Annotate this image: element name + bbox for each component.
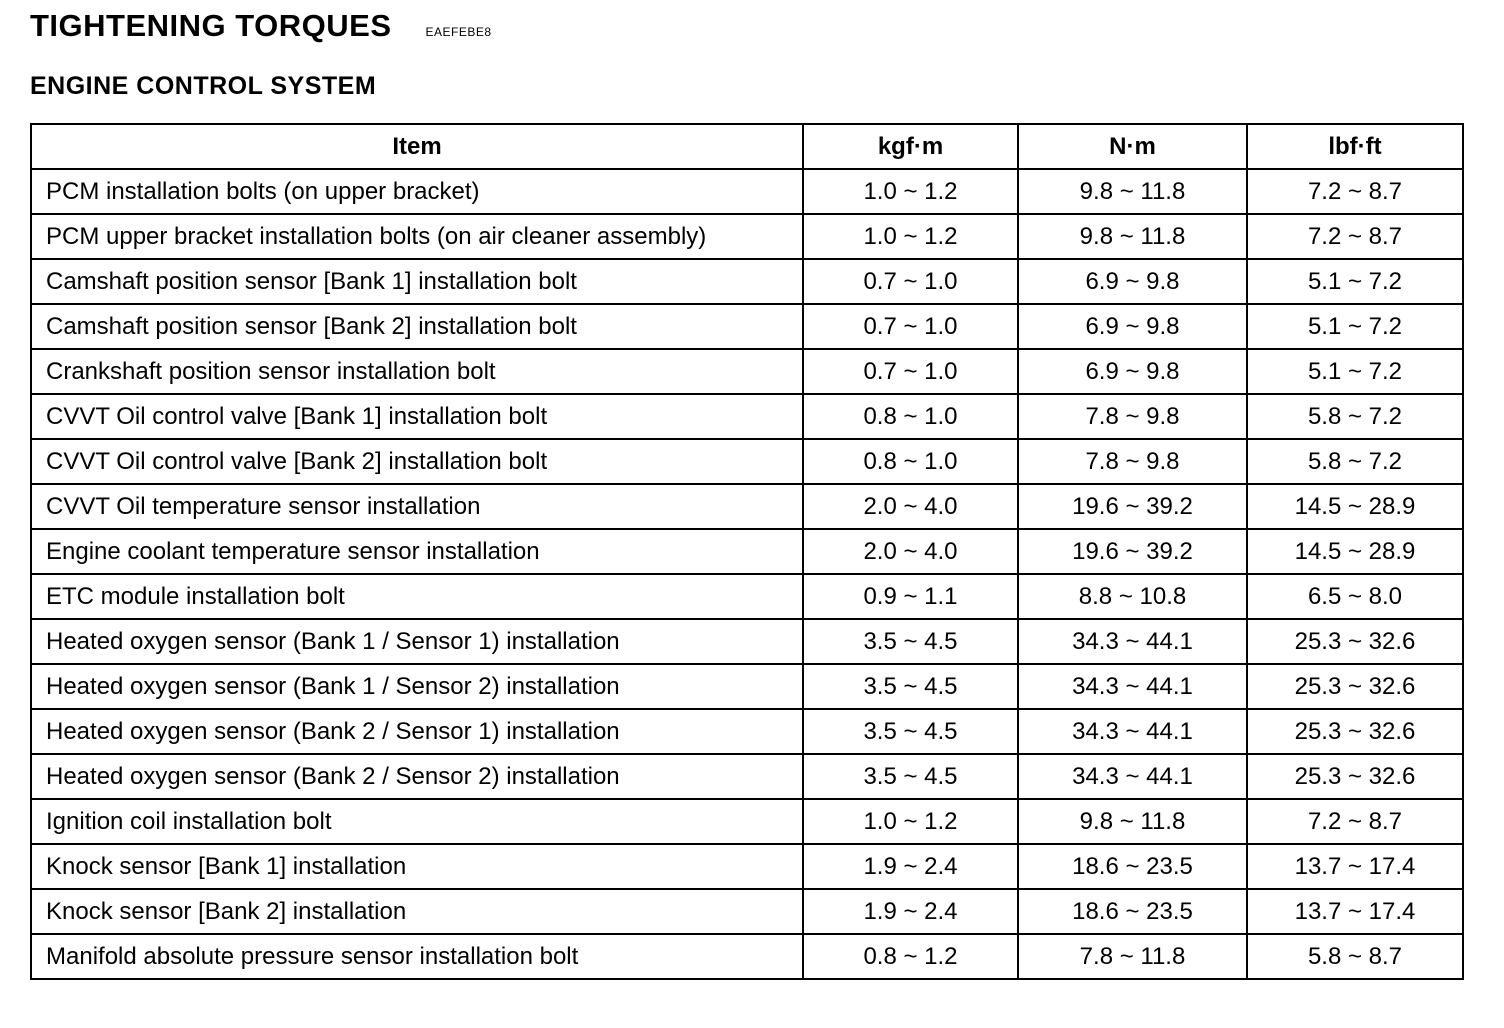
item-cell: Manifold absolute pressure sensor installation bolt xyxy=(31,934,803,979)
lbf-ft-cell: 13.7 ~ 17.4 xyxy=(1247,889,1463,934)
table-row xyxy=(31,349,1463,394)
lbf-ft-cell: 25.3 ~ 32.6 xyxy=(1247,754,1463,799)
n-m-cell: 34.3 ~ 44.1 xyxy=(1018,619,1247,664)
lbf-ft-cell: 5.8 ~ 8.7 xyxy=(1247,934,1463,979)
header-kgf-m: kgf·m xyxy=(803,124,1018,169)
lbf-ft-cell: 5.8 ~ 7.2 xyxy=(1247,439,1463,484)
table-row xyxy=(31,754,1463,799)
lbf-ft-cell: 25.3 ~ 32.6 xyxy=(1247,664,1463,709)
lbf-ft-cell: 5.1 ~ 7.2 xyxy=(1247,349,1463,394)
item-cell: Camshaft position sensor [Bank 2] installation bolt xyxy=(31,304,803,349)
table-row xyxy=(31,394,1463,439)
kgf-m-cell: 1.9 ~ 2.4 xyxy=(803,889,1018,934)
table-row xyxy=(31,259,1463,304)
table-row xyxy=(31,799,1463,844)
header-n-m: N·m xyxy=(1018,124,1247,169)
n-m-cell: 34.3 ~ 44.1 xyxy=(1018,709,1247,754)
document-code: EAEFEBE8 xyxy=(425,25,492,39)
kgf-m-cell: 1.0 ~ 1.2 xyxy=(803,214,1018,259)
table-row xyxy=(31,844,1463,889)
table-row xyxy=(31,574,1463,619)
kgf-m-cell: 0.8 ~ 1.0 xyxy=(803,439,1018,484)
kgf-m-cell: 0.7 ~ 1.0 xyxy=(803,259,1018,304)
lbf-ft-cell: 14.5 ~ 28.9 xyxy=(1247,529,1463,574)
lbf-ft-cell: 5.8 ~ 7.2 xyxy=(1247,394,1463,439)
n-m-cell: 18.6 ~ 23.5 xyxy=(1018,889,1247,934)
n-m-cell: 34.3 ~ 44.1 xyxy=(1018,664,1247,709)
table-row xyxy=(31,169,1463,214)
kgf-m-cell: 1.0 ~ 1.2 xyxy=(803,799,1018,844)
item-cell: Ignition coil installation bolt xyxy=(31,799,803,844)
lbf-ft-cell: 25.3 ~ 32.6 xyxy=(1247,709,1463,754)
item-cell: CVVT Oil control valve [Bank 2] installation bolt xyxy=(31,439,803,484)
kgf-m-cell: 0.8 ~ 1.2 xyxy=(803,934,1018,979)
item-cell: Heated oxygen sensor (Bank 1 / Sensor 1) installation xyxy=(31,619,803,664)
kgf-m-cell: 2.0 ~ 4.0 xyxy=(803,484,1018,529)
kgf-m-cell: 0.9 ~ 1.1 xyxy=(803,574,1018,619)
table-row xyxy=(31,304,1463,349)
torque-table xyxy=(30,123,1464,980)
table-row xyxy=(31,619,1463,664)
page-title: TIGHTENING TORQUES xyxy=(30,8,392,43)
kgf-m-cell: 3.5 ~ 4.5 xyxy=(803,709,1018,754)
table-row xyxy=(31,664,1463,709)
lbf-ft-cell: 25.3 ~ 32.6 xyxy=(1247,619,1463,664)
n-m-cell: 6.9 ~ 9.8 xyxy=(1018,304,1247,349)
n-m-cell: 19.6 ~ 39.2 xyxy=(1018,529,1247,574)
table-row xyxy=(31,529,1463,574)
kgf-m-cell: 0.7 ~ 1.0 xyxy=(803,304,1018,349)
n-m-cell: 6.9 ~ 9.8 xyxy=(1018,259,1247,304)
table-row xyxy=(31,484,1463,529)
item-cell: Heated oxygen sensor (Bank 2 / Sensor 2) installation xyxy=(31,754,803,799)
table-header xyxy=(31,124,1463,169)
item-cell: PCM upper bracket installation bolts (on air cleaner assembly) xyxy=(31,214,803,259)
item-cell: Heated oxygen sensor (Bank 1 / Sensor 2) installation xyxy=(31,664,803,709)
lbf-ft-cell: 5.1 ~ 7.2 xyxy=(1247,259,1463,304)
kgf-m-cell: 3.5 ~ 4.5 xyxy=(803,754,1018,799)
n-m-cell: 6.9 ~ 9.8 xyxy=(1018,349,1247,394)
kgf-m-cell: 1.0 ~ 1.2 xyxy=(803,169,1018,214)
title-line xyxy=(30,8,492,44)
header-item: Item xyxy=(31,124,803,169)
kgf-m-cell: 3.5 ~ 4.5 xyxy=(803,619,1018,664)
item-cell: ETC module installation bolt xyxy=(31,574,803,619)
n-m-cell: 19.6 ~ 39.2 xyxy=(1018,484,1247,529)
table-row xyxy=(31,889,1463,934)
kgf-m-cell: 0.7 ~ 1.0 xyxy=(803,349,1018,394)
n-m-cell: 9.8 ~ 11.8 xyxy=(1018,214,1247,259)
table-body xyxy=(31,169,1463,979)
lbf-ft-cell: 5.1 ~ 7.2 xyxy=(1247,304,1463,349)
header-lbf-ft: lbf·ft xyxy=(1247,124,1463,169)
item-cell: Knock sensor [Bank 1] installation xyxy=(31,844,803,889)
item-cell: Crankshaft position sensor installation bolt xyxy=(31,349,803,394)
n-m-cell: 9.8 ~ 11.8 xyxy=(1018,799,1247,844)
lbf-ft-cell: 7.2 ~ 8.7 xyxy=(1247,799,1463,844)
table-row xyxy=(31,934,1463,979)
lbf-ft-cell: 7.2 ~ 8.7 xyxy=(1247,214,1463,259)
n-m-cell: 18.6 ~ 23.5 xyxy=(1018,844,1247,889)
lbf-ft-cell: 6.5 ~ 8.0 xyxy=(1247,574,1463,619)
lbf-ft-cell: 13.7 ~ 17.4 xyxy=(1247,844,1463,889)
item-cell: Engine coolant temperature sensor installation xyxy=(31,529,803,574)
lbf-ft-cell: 14.5 ~ 28.9 xyxy=(1247,484,1463,529)
item-cell: Camshaft position sensor [Bank 1] installation bolt xyxy=(31,259,803,304)
kgf-m-cell: 0.8 ~ 1.0 xyxy=(803,394,1018,439)
n-m-cell: 7.8 ~ 9.8 xyxy=(1018,439,1247,484)
n-m-cell: 34.3 ~ 44.1 xyxy=(1018,754,1247,799)
item-cell: CVVT Oil control valve [Bank 1] installation bolt xyxy=(31,394,803,439)
header-row xyxy=(31,124,1463,169)
kgf-m-cell: 3.5 ~ 4.5 xyxy=(803,664,1018,709)
n-m-cell: 8.8 ~ 10.8 xyxy=(1018,574,1247,619)
lbf-ft-cell: 7.2 ~ 8.7 xyxy=(1247,169,1463,214)
kgf-m-cell: 1.9 ~ 2.4 xyxy=(803,844,1018,889)
n-m-cell: 7.8 ~ 11.8 xyxy=(1018,934,1247,979)
n-m-cell: 9.8 ~ 11.8 xyxy=(1018,169,1247,214)
table-row xyxy=(31,439,1463,484)
item-cell: CVVT Oil temperature sensor installation xyxy=(31,484,803,529)
item-cell: Knock sensor [Bank 2] installation xyxy=(31,889,803,934)
table-row xyxy=(31,214,1463,259)
item-cell: Heated oxygen sensor (Bank 2 / Sensor 1) installation xyxy=(31,709,803,754)
table-row xyxy=(31,709,1463,754)
section-title: ENGINE CONTROL SYSTEM xyxy=(30,72,377,100)
kgf-m-cell: 2.0 ~ 4.0 xyxy=(803,529,1018,574)
item-cell: PCM installation bolts (on upper bracket) xyxy=(31,169,803,214)
n-m-cell: 7.8 ~ 9.8 xyxy=(1018,394,1247,439)
